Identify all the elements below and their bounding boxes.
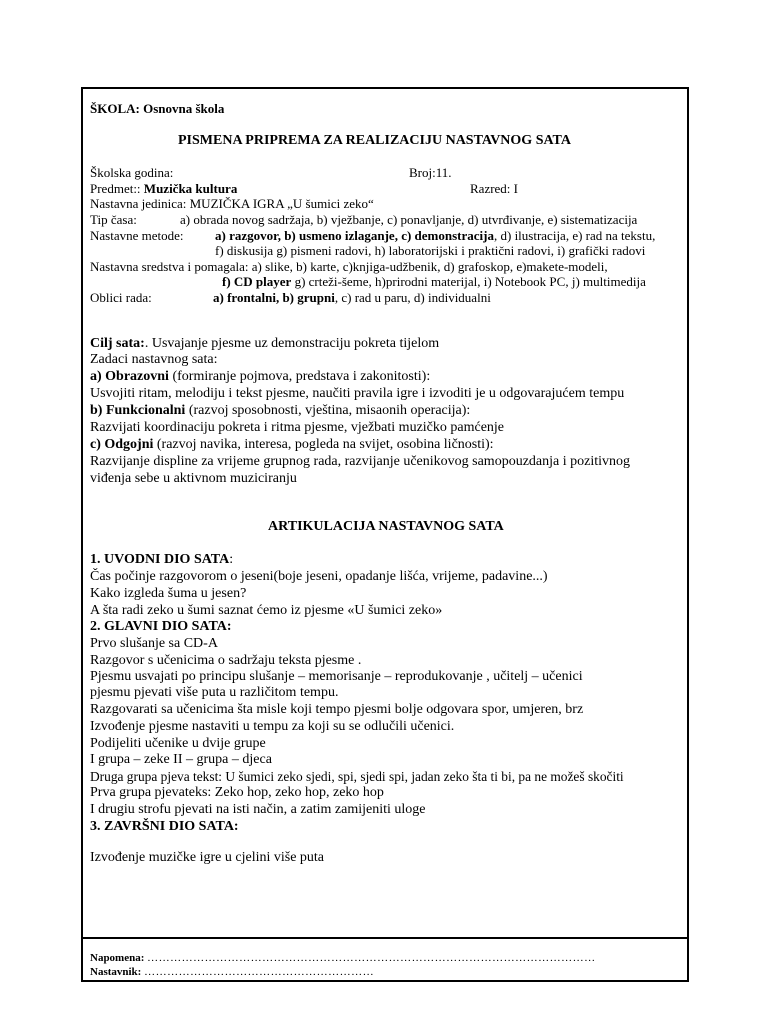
goal-line: [90, 337, 439, 351]
grade: Razred: I: [470, 181, 519, 196]
goal-label: Cilj sata:: [90, 336, 145, 351]
aids-line-1: Nastavna sredstva i pomagala: a) slike, b) karte, c)knjiga-udžbenik, d) grafoskop, e)makete-modeli,: [90, 259, 608, 274]
document-title: PISMENA PRIPREMA ZA REALIZACIJU NASTAVNOG SATA: [178, 133, 571, 148]
forms-bold: a) frontalni, b) grupni: [213, 290, 335, 305]
methods-rest: , d) ilustracija, e) rad na tekstu,: [493, 228, 656, 243]
intro-line: Čas počinje razgovorom o jeseni(boje jeseni, opadanje lišća, vrijeme, padavine...): [90, 569, 548, 584]
subject-value: Muzička kultura: [143, 181, 238, 196]
footer-divider: [81, 937, 689, 939]
upbringing-label: c) Odgojni: [90, 437, 154, 452]
intro-line: A šta radi zeko u šumi saznat ćemo iz pjesme «U šumici zeko»: [90, 603, 443, 618]
educational-heading: [90, 370, 430, 384]
school-value: Osnovna škola: [143, 101, 225, 116]
teacher-label: Nastavnik:: [90, 966, 142, 978]
articulation-title: ARTIKULACIJA NASTAVNOG SATA: [268, 519, 504, 534]
note-dots: ………………………………………………………………………………………………………: [147, 952, 596, 964]
main-line: Pjesmu usvajati po principu slušanje – memorisanje – reprodukovanje , učitelj – učenici: [90, 669, 583, 684]
school-line: [90, 102, 224, 115]
main-line: Podijeliti učenike u dvije grupe: [90, 736, 266, 751]
aids-bold: f) CD player: [222, 274, 292, 289]
forms-label: Oblici rada:: [90, 290, 152, 305]
teaching-unit: Nastavna jedinica: MUZIČKA IGRA „U šumici zeko“: [90, 196, 374, 211]
subject-label: Predmet::: [90, 181, 141, 196]
school-year-label: Školska godina:: [90, 165, 174, 180]
functional-note: (razvoj sposobnosti, vještina, misaonih operacija):: [185, 403, 471, 418]
main-line: Prvo slušanje sa CD-A: [90, 636, 218, 651]
note-line: [90, 953, 596, 964]
methods-line-2: f) diskusija g) pismeni radovi, h) laboratorijski i praktični radovi, i) grafički radovi: [215, 243, 646, 258]
educational-label: a) Obrazovni: [90, 369, 169, 384]
forms-rest: , c) rad u paru, d) individualni: [334, 290, 491, 305]
aids-rest: g) crteži-šeme, h)prirodni materijal, i) Notebook PC, j) multimedija: [294, 274, 646, 289]
educational-content: Usvojiti ritam, melodiju i tekst pjesme, naučiti pravila igre i izvoditi je u odgovarajućem tempu: [90, 386, 625, 401]
lesson-type-value: a) obrada novog sadržaja, b) vježbanje, c) ponavljanje, d) utvrđivanje, e) sistematizacija: [180, 212, 638, 227]
main-line: pjesmu pjevati više puta u različitom tempu.: [90, 685, 339, 700]
note-label: Napomena:: [90, 952, 145, 964]
main-line: Razgovarati sa učenicima šta misle koji tempo pjesmi bolje odgovara spor, umjeren, brz: [90, 702, 584, 717]
final-heading: 3. ZAVRŠNI DIO SATA:: [90, 819, 239, 834]
teacher-dots: ……………………………………………………: [144, 966, 375, 978]
functional-label: b) Funkcionalni: [90, 403, 186, 418]
intro-line: Kako izgleda šuma u jesen?: [90, 586, 247, 601]
methods-line-1: [215, 229, 655, 242]
lesson-number: Broj:11.: [409, 165, 452, 180]
school-label: ŠKOLA:: [90, 101, 140, 116]
functional-heading: [90, 404, 470, 418]
intro-heading-line: [90, 553, 233, 567]
main-line: Razgovor s učenicima o sadržaju teksta pjesme .: [90, 653, 362, 668]
upbringing-content-1: Razvijanje displine za vrijeme grupnog rada, razvijanje učenikovog samopouzdanja i pozitivnog: [90, 454, 630, 469]
main-heading: 2. GLAVNI DIO SATA:: [90, 619, 232, 634]
upbringing-content-2: viđenja sebe u aktivnom muziciranju: [90, 471, 297, 486]
tasks-heading: Zadaci nastavnog sata:: [90, 352, 218, 367]
main-line: Izvođenje pjesme nastaviti u tempu za koji su se odlučili učenici.: [90, 719, 455, 734]
subject-line: [90, 182, 237, 195]
final-line: Izvođenje muzičke igre u cjelini više puta: [90, 850, 325, 865]
forms-line: [213, 291, 491, 304]
teacher-line: [90, 967, 374, 978]
main-line: Druga grupa pjeva tekst: U šumici zeko sjedi, spi, sjedi spi, jadan zeko šta ti bi, pa ne možeš skočiti: [90, 769, 624, 784]
methods-label: Nastavne metode:: [90, 228, 184, 243]
upbringing-heading: [90, 438, 494, 452]
main-line: I drugiu strofu pjevati na isti način, a zatim zamijeniti uloge: [90, 802, 426, 817]
functional-content: Razvijati koordinaciju pokreta i ritma pjesme, vježbati muzičko pamćenje: [90, 420, 505, 435]
main-line: Prva grupa pjevateks: Zeko hop, zeko hop, zeko hop: [90, 785, 384, 800]
intro-heading: 1. UVODNI DIO SATA: [90, 552, 230, 567]
intro-colon: :: [229, 552, 234, 567]
goal-text: . Usvajanje pjesme uz demonstraciju pokreta tijelom: [144, 336, 440, 351]
lesson-type-label: Tip časa:: [90, 212, 137, 227]
aids-line-2: [222, 275, 646, 288]
upbringing-note: (razvoj navika, interesa, pogleda na svijet, osobina ličnosti):: [153, 437, 494, 452]
educational-note: (formiranje pojmova, predstava i zakonitosti):: [168, 369, 431, 384]
methods-bold: a) razgovor, b) usmeno izlaganje, c) demonstracija: [215, 228, 494, 243]
main-line: I grupa – zeke II – grupa – djeca: [90, 752, 272, 767]
